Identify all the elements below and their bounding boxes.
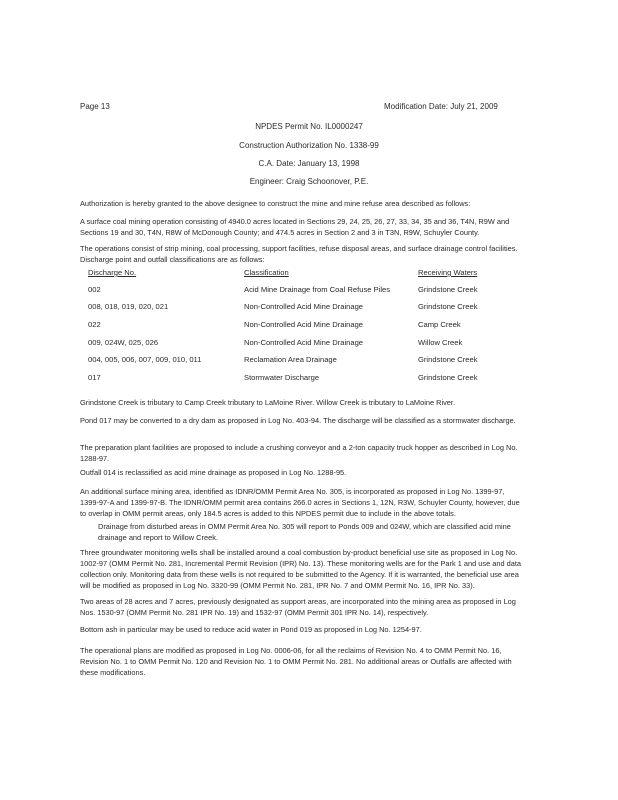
- paragraph-additional-area: An additional surface mining area, identified as IDNR/OMM Permit Area No. 305, is incorporated as proposed in Log No. 1399-97, 1399-97-A and 1399-97-B. The IDNR/OMM permit area contains 266.0 acres in Sections 1, 12N, R3W, Schuyler County, however, due to overlap in OMM permit areas, only 184.5 acres is added to this NPDES permit due to include in the above totals.: [80, 487, 520, 518]
- paragraph-outfall-014: Outfall 014 is reclassified as acid mine drainage as proposed in Log No. 1288-95.: [80, 468, 347, 477]
- table-cell: Non-Controlled Acid Mine Drainage: [244, 302, 364, 311]
- paragraph-mining-operation: A surface coal mining operation consisting of 4940.0 acres located in Sections 29, 24, 25, 26, 27, 33, 34, 35 and 36, T4N, R9W and Sections 19 and 30, T4N, R8W of McDonough County; and 474.5 acres in Section 2 and 3 in T3N, R9W, Schuyler County.: [80, 217, 510, 237]
- table-cell: Grindstone Creek: [418, 285, 478, 294]
- table-row: [88, 285, 528, 296]
- table-cell: 017: [88, 373, 101, 382]
- table-cell: 008, 018, 019, 020, 021: [88, 302, 169, 311]
- paragraph-tributaries: Grindstone Creek is tributary to Camp Creek tributary to LaMoine River. Willow Creek is tributary to LaMoine River.: [80, 398, 456, 407]
- paragraph-operations: The operations consist of strip mining, coal processing, support facilities, refuse disposal areas, and surface drainage control facilities. Discharge point and outfall classifications are as follows:: [80, 244, 518, 264]
- table-cell: 022: [88, 320, 101, 329]
- paragraph-authorization: Authorization is hereby granted to the above designee to construct the mine and mine refuse area described as follows:: [80, 199, 471, 208]
- table-cell: 002: [88, 285, 101, 294]
- table-cell: Stormwater Discharge: [244, 373, 320, 382]
- table-row: [88, 373, 528, 384]
- table-cell: 004, 005, 006, 007, 009, 010, 011: [88, 355, 202, 364]
- engineer: Engineer: Craig Schoonover, P.E.: [249, 177, 369, 186]
- table-cell: Grindstone Creek: [418, 355, 478, 364]
- modification-date: Modification Date: July 21, 2009: [384, 102, 498, 111]
- table-cell: Non-Controlled Acid Mine Drainage: [244, 320, 364, 329]
- column-header: Classification: [244, 268, 289, 277]
- column-header: Discharge No.: [88, 268, 137, 277]
- paragraph-monitoring-wells: Three groundwater monitoring wells shall be installed around a coal combustion by-product beneficial use site as proposed in Log No. 1002-97 (OMM Permit No. 281, Incremental Permit Revision (IPR) No. 13). These monitoring wells are for the Park 1 and use and data collection only. Monitoring data from these wells is not required to be submitted to the Agency. If it is warranted, the beneficial use area will be modified as proposed in Log No. 3320-99 (OMM Permit No. 281, IPR No. 7 and OMM Permit No. 16, IPR No. 33).: [80, 548, 522, 590]
- table-cell: Grindstone Creek: [418, 302, 478, 311]
- table-row: [88, 338, 528, 349]
- construction-authorization: Construction Authorization No. 1338-99: [239, 141, 379, 150]
- table-cell: Acid Mine Drainage from Coal Refuse Piles: [244, 285, 391, 294]
- paragraph-preparation-plant: The preparation plant facilities are proposed to include a crushing conveyor and a 2-ton capacity truck hopper as described in Log No. 1288-97.: [80, 443, 518, 463]
- table-row: [88, 320, 528, 331]
- table-cell: Reclamation Area Drainage: [244, 355, 337, 364]
- permit-number: NPDES Permit No. IL0000247: [255, 122, 363, 131]
- paragraph-drainage: Drainage from disturbed areas in OMM Permit Area No. 305 will report to Ponds 009 and 024W, which are classified acid mine drainage and report to Willow Creek.: [98, 522, 511, 542]
- table-cell: Grindstone Creek: [418, 373, 478, 382]
- table-row: [88, 302, 528, 313]
- table-cell: Camp Creek: [418, 320, 461, 329]
- table-cell: Willow Creek: [418, 338, 463, 347]
- table-row: [88, 355, 528, 366]
- paragraph-bottom-ash: Bottom ash in particular may be used to reduce acid water in Pond 019 as proposed in Log No. 1254-97.: [80, 625, 422, 634]
- table-header-row: [88, 268, 528, 279]
- table-cell: 009, 024W, 025, 026: [88, 338, 159, 347]
- paragraph-operational-plans: The operational plans are modified as proposed in Log No. 0006-06, for all the reclaims of Revision No. 4 to OMM Permit No. 16, Revision No. 1 to OMM Permit No. 120 and Revision No. 1 to OMM Permit No. 281. No additional areas or Outfalls are affected with these modifications.: [80, 646, 512, 677]
- paragraph-support-areas: Two areas of 28 acres and 7 acres, previously designated as support areas, are incorporated into the mining area as proposed in Log Nos. 1530-97 (OMM Permit No. 281 IPR No. 19) and 1532-97 (OMM Permit 301 IPR No. 14), respectively.: [80, 597, 516, 617]
- ca-date: C.A. Date: January 13, 1998: [258, 159, 360, 168]
- table-cell: Non-Controlled Acid Mine Drainage: [244, 338, 364, 347]
- paragraph-pond-017: Pond 017 may be converted to a dry dam as proposed in Log No. 403-94. The discharge will be classified as a stormwater discharge.: [80, 416, 516, 425]
- page-number: Page 13: [80, 102, 110, 111]
- column-header: Receiving Waters: [418, 268, 478, 277]
